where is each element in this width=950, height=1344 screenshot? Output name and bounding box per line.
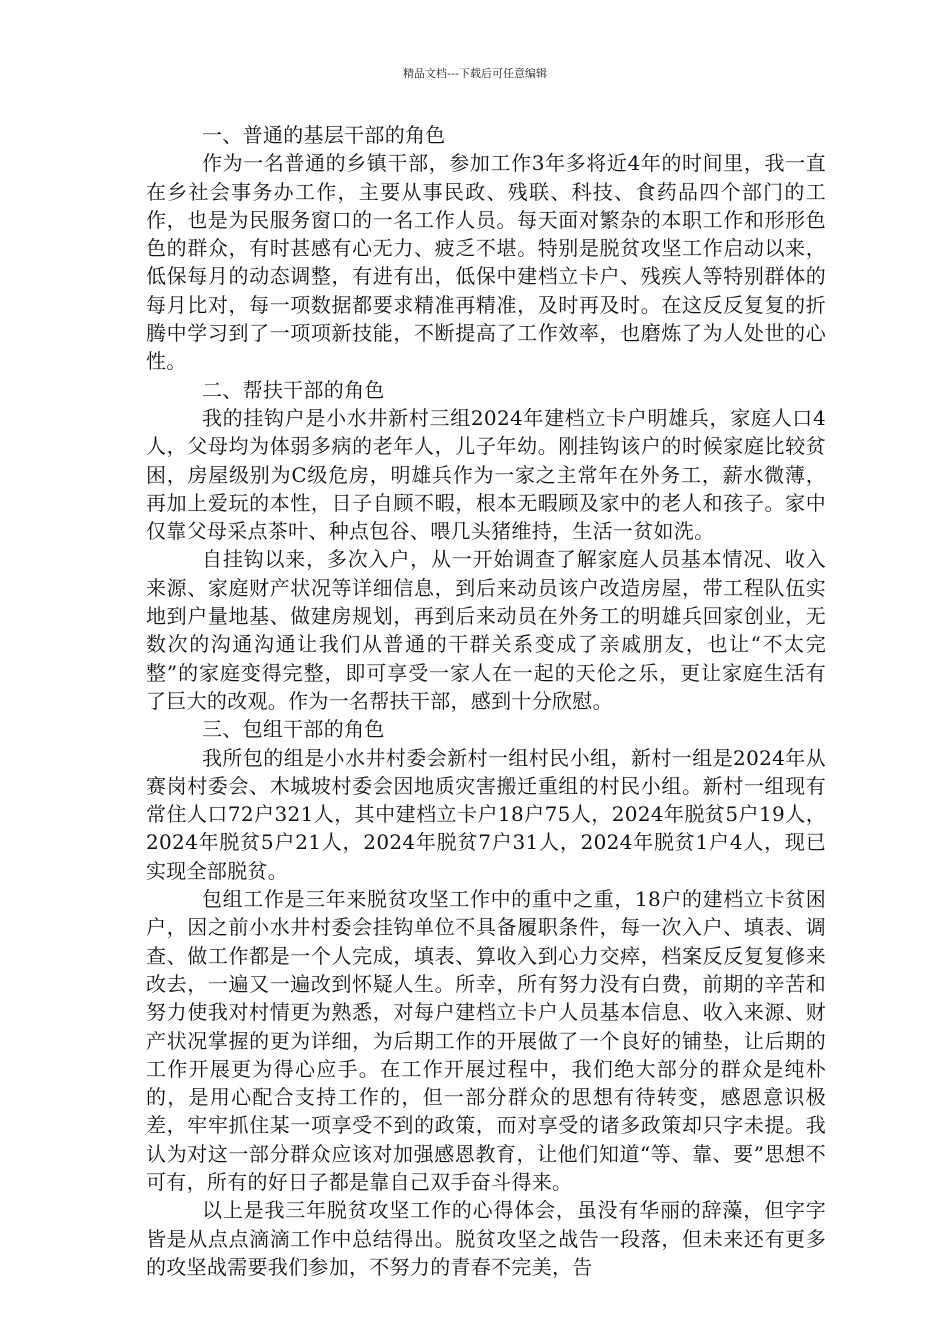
section-2-paragraph-2: 自挂钩以来，多次入户，从一开始调查了解家庭人员基本情况、收入来源、家庭财产状况等详细信息，到后来动员该户改造房屋，带工程队伍实地到户量地基、做建房规划，再到后来动员在外务工的明雄兵回家创业，无数次的沟通沟通让我们从普通的干群关系变成了亲戚朋友，也让“不太完整”的家庭变得完整，即可享受一家人在一起的天伦之乐，更让家庭生活有了巨大的改观。作为一名帮扶干部，感到十分欣慰。 xyxy=(146,547,826,713)
section-1-paragraph-1: 作为一名普通的乡镇干部，参加工作3年多将近4年的时间里，我一直在乡社会事务办工作，主要从事民政、残联、科技、食药品四个部门的工作，也是为民服务窗口的一名工作人员。每天面对繁杂的本职工作和形形色色的群众，有时甚感有心无力、疲乏不堪。特别是脱贫攻坚工作启动以来，低保每月的动态调整，有进有出，低保中建档立卡户、残疾人等特别群体的每月比对，每一项数据都要求精准再精准，及时再及时。在这反反复复的折腾中学习到了一项项新技能，不断提高了工作效率，也磨炼了为人处世的心性。 xyxy=(146,151,826,374)
page-header-watermark: 精品文档---下载后可任意编辑 xyxy=(403,67,547,80)
section-2-paragraph-1: 我的挂钩户是小水井新村三组2024年建档立卡户明雄兵，家庭人口4人，父母均为体弱多病的老年人，儿子年幼。刚挂钩该户的时候家庭比较贫困，房屋级别为C级危房，明雄兵作为一家之主常年在外务工，薪水微薄，再加上爱玩的本性，日子自顾不暇，根本无暇顾及家中的老人和孩子。家中仅靠父母采点茶叶、种点包谷、喂几头猪维持，生活一贫如洗。 xyxy=(146,405,826,544)
section-3-paragraph-1: 我所包的组是小水井村委会新村一组村民小组，新村一组是2024年从赛岗村委会、木城坡村委会因地质灾害搬迁重组的村民小组。新村一组现有常住人口72户321人，其中建档立卡户18户75人，2024年脱贫5户19人，2024年脱贫5户21人，2024年脱贫7户31人，2024年脱贫1户4人，现已实现全部脱贫。 xyxy=(146,745,826,883)
section-2-heading: 二、帮扶干部的角色 xyxy=(202,377,385,402)
section-3-paragraph-3: 以上是我三年脱贫攻坚工作的心得体会，虽没有华丽的辞藻，但字字皆是从点点滴滴工作中总结得出。脱贫攻坚之战告一段落，但未来还有更多的攻坚战需要我们参加，不努力的青春不完美，告 xyxy=(146,1198,826,1279)
document-body xyxy=(146,121,826,1281)
section-1-heading: 一、普通的基层干部的角色 xyxy=(202,123,446,147)
section-3-heading: 三、包组干部的角色 xyxy=(202,717,385,742)
section-3-paragraph-2: 包组工作是三年来脱贫攻坚工作中的重中之重，18户的建档立卡贫困户，因之前小水井村委会挂钩单位不具备履职条件，每一次入户、填表、调查、做工作都是一个人完成，填表、算收入到心力交瘁，档案反反复复修来改去，一遍又一遍改到怀疑人生。所幸，所有努力没有白费，前期的辛苦和努力使我对村情更为熟悉，对每户建档立卡户人员基本信息、收入来源、财产状况掌握的更为详细，为后期工作的开展做了一个良好的铺垫，让后期的工作开展更为得心应手。在工作开展过程中，我们绝大部分的群众是纯朴的，是用心配合支持工作的，但一部分群众的思想有待转变，感恩意识极差，牢牢抓住某一项享受不到的政策，而对享受的诸多政策却只字未提。我认为对这一部分群众应该对加强感恩教育，让他们知道“等、靠、要”思想不可有，所有的好日子都是靠自己双手奋斗得来。 xyxy=(146,887,826,1194)
